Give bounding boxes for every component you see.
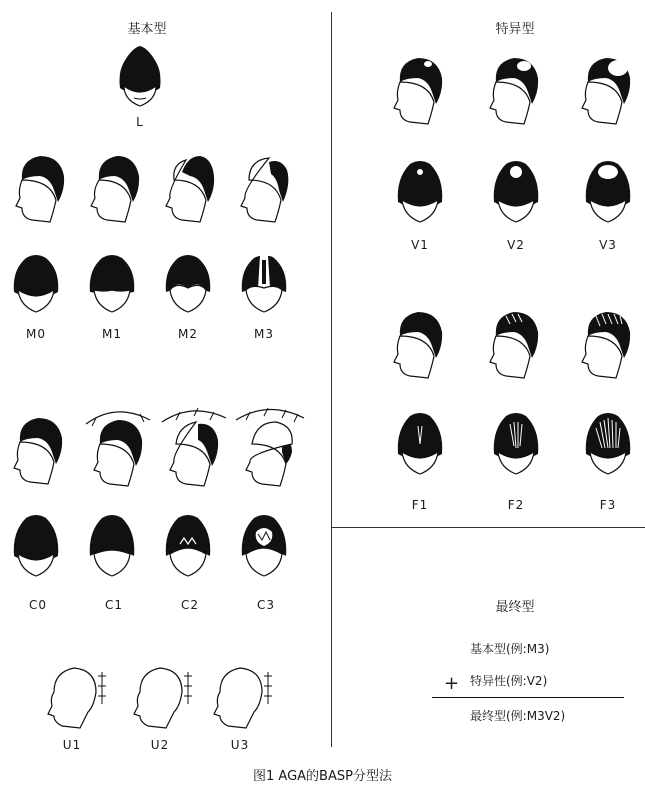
head-side-M0 [10,150,70,226]
head-side-U2 [126,658,198,734]
label-F2: F2 [507,498,525,512]
label-V3: V3 [599,238,617,252]
basic-type-title: 基本型 [127,22,167,37]
label-M3: M3 [254,327,274,341]
head-top-V3 [580,156,636,226]
label-C1: C1 [104,598,124,612]
head-side-V3 [576,52,636,128]
head-top-V1 [392,156,448,226]
head-side-M3 [235,150,295,226]
label-M2: M2 [178,327,198,341]
head-side-C1 [82,404,154,490]
label-C0: C0 [28,598,48,612]
label-F1: F1 [411,498,429,512]
final-result-line: 最终型(例:M3V2) [470,709,566,723]
head-side-U1 [40,658,112,734]
label-U2: U2 [150,738,170,752]
head-side-C3 [234,404,306,490]
final-sum-line [432,697,624,698]
horizontal-divider [332,527,645,528]
head-side-V2 [484,52,544,128]
head-top-M0 [8,248,64,316]
head-top-M1 [84,248,140,316]
final-special-line: 特异性(例:V2) [470,674,548,688]
head-side-F2 [484,306,544,382]
head-side-M2 [160,150,220,226]
special-type-title: 特异型 [495,22,535,37]
head-top-M3 [236,248,292,316]
head-top-M2 [160,248,216,316]
head-side-V1 [388,52,448,128]
label-L: L [136,115,144,129]
label-C3: C3 [256,598,276,612]
final-plus-sign: + [444,673,460,694]
vertical-divider [331,12,332,747]
head-side-F1 [388,306,448,382]
head-top-C0 [8,510,64,580]
head-side-F3 [576,306,636,382]
head-side-U3 [206,658,278,734]
head-top-F1 [392,408,448,478]
label-F3: F3 [599,498,617,512]
head-top-V2 [488,156,544,226]
final-type-title: 最终型 [495,600,535,615]
head-top-C1 [84,510,140,580]
label-U3: U3 [230,738,250,752]
head-top-C2 [160,510,216,580]
head-top-L [112,42,168,110]
head-top-C3 [236,510,292,580]
final-basic-line: 基本型(例:M3) [470,642,550,656]
label-U1: U1 [62,738,82,752]
label-M1: M1 [102,327,122,341]
head-top-F3 [580,408,636,478]
head-side-M1 [85,150,145,226]
figure-caption: 图1 AGA的BASP分型法 [253,769,392,784]
label-V1: V1 [411,238,429,252]
head-top-F2 [488,408,544,478]
label-M0: M0 [26,327,46,341]
head-side-C2 [158,404,230,490]
label-C2: C2 [180,598,200,612]
head-side-C0 [8,412,68,488]
label-V2: V2 [507,238,525,252]
